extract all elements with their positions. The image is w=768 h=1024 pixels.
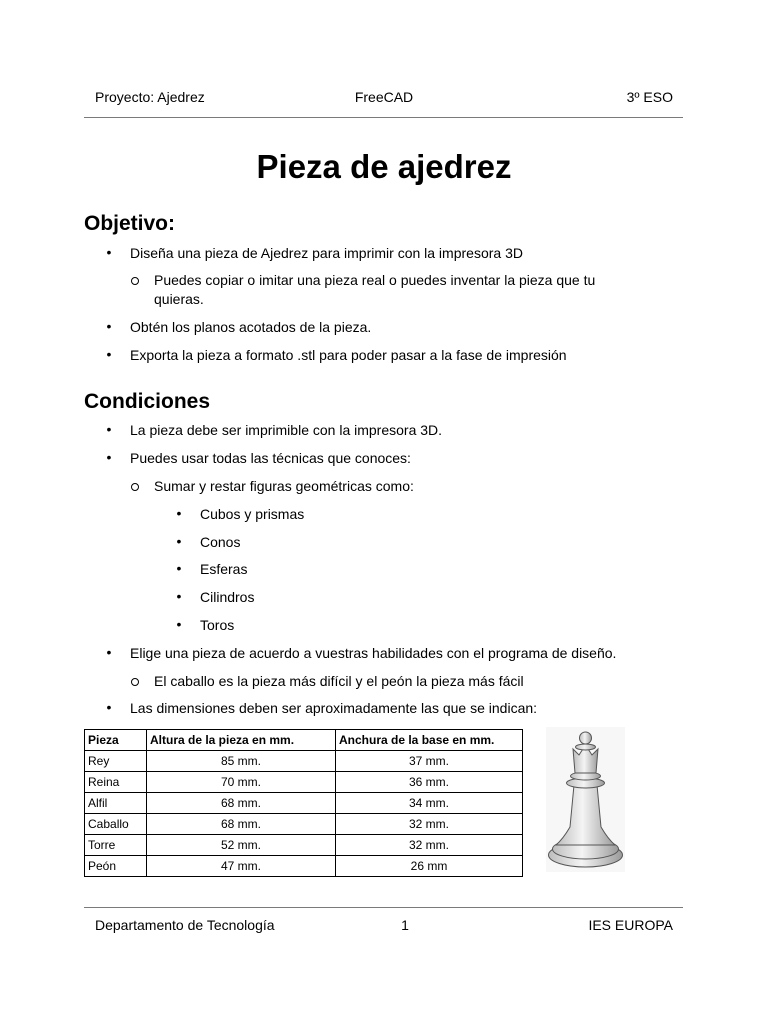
circle-bullet-icon — [131, 483, 139, 491]
bullet-icon: • — [106, 644, 112, 660]
column-header: Pieza — [85, 730, 147, 751]
condiciones-item-3: Elige una pieza de acuerdo a vuestras habilidades con el programa de diseño. — [130, 645, 617, 661]
footer-rule — [84, 907, 683, 908]
circle-bullet-icon — [131, 277, 139, 285]
table-row — [85, 814, 523, 835]
objetivo-subitem-1: Puedes copiar o imitar una pieza real o puedes inventar la pieza que tu — [154, 272, 596, 288]
bullet-icon: • — [106, 244, 112, 260]
table-cell-anchura: 36 mm. — [336, 772, 523, 793]
table-cell-pieza: Torre — [85, 835, 147, 856]
table-cell-pieza: Caballo — [85, 814, 147, 835]
shape-item-cilindros: Cilindros — [200, 589, 255, 605]
shape-item-esferas: Esferas — [200, 561, 248, 577]
objetivo-item-2: Obtén los planos acotados de la pieza. — [130, 319, 372, 335]
table-cell-pieza: Rey — [85, 751, 147, 772]
bullet-icon: • — [106, 318, 112, 334]
column-header: Altura de la pieza en mm. — [147, 730, 336, 751]
table-cell-anchura: 32 mm. — [336, 814, 523, 835]
table-cell-altura: 68 mm. — [147, 793, 336, 814]
objetivo-heading: Objetivo: — [84, 212, 176, 235]
header-left: Proyecto: Ajedrez — [95, 89, 205, 105]
table-cell-anchura: 32 mm. — [336, 835, 523, 856]
table-cell-pieza: Reina — [85, 772, 147, 793]
table-row — [85, 751, 523, 772]
objetivo-subitem-1-cont: quieras. — [154, 291, 204, 307]
table-row — [85, 856, 523, 877]
table-cell-anchura: 26 mm — [336, 856, 523, 877]
bullet-icon: • — [106, 449, 112, 465]
page-title: Pieza de ajedrez — [256, 148, 512, 185]
table-cell-altura: 70 mm. — [147, 772, 336, 793]
condiciones-item-4: Las dimensiones deben ser aproximadamente las que se indican: — [130, 700, 538, 716]
table-cell-altura: 52 mm. — [147, 835, 336, 856]
shape-item-toros: Toros — [200, 617, 235, 633]
table-row — [85, 835, 523, 856]
table-cell-altura: 68 mm. — [147, 814, 336, 835]
bullet-icon: • — [106, 421, 112, 437]
footer-right: IES EUROPA — [588, 917, 673, 933]
table-cell-pieza: Peón — [85, 856, 147, 877]
bullet-icon: • — [176, 505, 182, 521]
objetivo-item-3: Exporta la pieza a formato .stl para poder pasar a la fase de impresión — [130, 347, 567, 363]
condiciones-item-2: Puedes usar todas las técnicas que conoces: — [130, 450, 411, 466]
table-header-row — [85, 730, 523, 751]
chess-queen-icon — [546, 727, 625, 872]
shape-item-conos: Conos — [200, 534, 241, 550]
header-right: 3º ESO — [626, 89, 673, 105]
table-cell-altura: 47 mm. — [147, 856, 336, 877]
footer-left: Departamento de Tecnología — [95, 917, 275, 933]
dimensions-table — [84, 729, 523, 877]
circle-bullet-icon — [131, 678, 139, 686]
header-rule — [84, 117, 683, 118]
chess-queen-image — [546, 727, 625, 872]
table-cell-pieza: Alfil — [85, 793, 147, 814]
shape-item-cubos: Cubos y prismas — [200, 506, 305, 522]
table-cell-anchura: 34 mm. — [336, 793, 523, 814]
condiciones-subitem-2: El caballo es la pieza más difícil y el peón la pieza más fácil — [154, 673, 524, 689]
bullet-icon: • — [176, 533, 182, 549]
bullet-icon: • — [106, 699, 112, 715]
table-row — [85, 793, 523, 814]
table-row — [85, 772, 523, 793]
footer-page-number: 1 — [401, 917, 409, 933]
bullet-icon: • — [176, 616, 182, 632]
table-cell-anchura: 37 mm. — [336, 751, 523, 772]
column-header: Anchura de la base en mm. — [336, 730, 523, 751]
bullet-icon: • — [106, 346, 112, 362]
condiciones-item-1: La pieza debe ser imprimible con la impresora 3D. — [130, 422, 443, 438]
table-cell-altura: 85 mm. — [147, 751, 336, 772]
bullet-icon: • — [176, 560, 182, 576]
condiciones-heading: Condiciones — [84, 390, 211, 413]
condiciones-subitem-1: Sumar y restar figuras geométricas como: — [154, 478, 414, 494]
bullet-icon: • — [176, 588, 182, 604]
objetivo-item-1: Diseña una pieza de Ajedrez para imprimir con la impresora 3D — [130, 245, 523, 261]
header-center: FreeCAD — [354, 89, 414, 105]
